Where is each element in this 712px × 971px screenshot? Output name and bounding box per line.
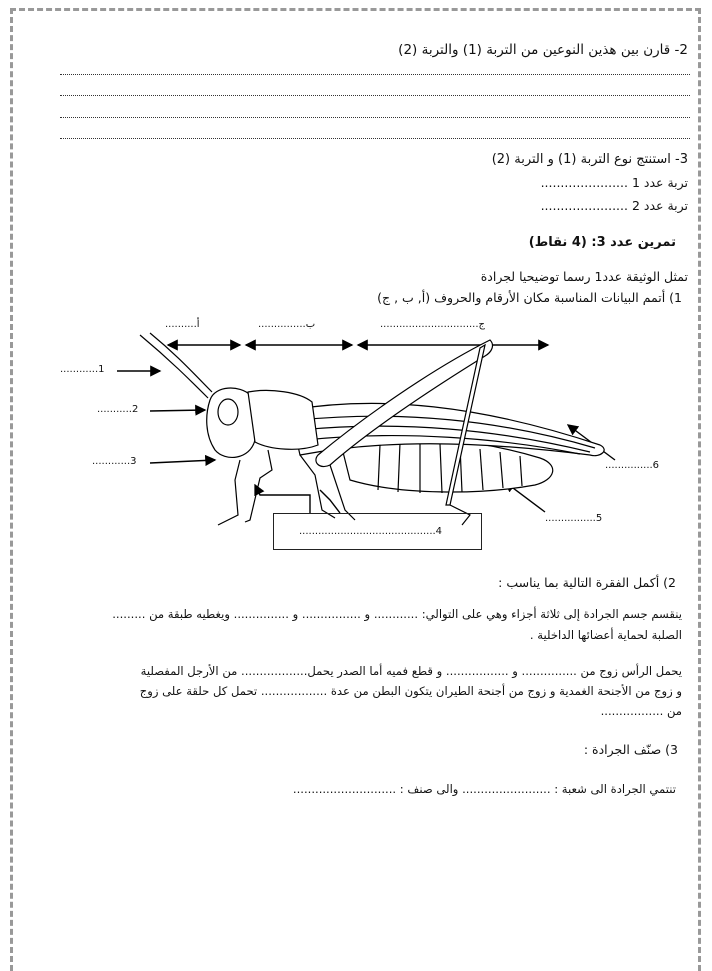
question-2-title: 2- قارن بين هذين النوعين من التربة (1) والتربة (2)	[398, 42, 688, 58]
label-3: ............3	[92, 456, 137, 467]
exercise-3-title: تمرين عدد 3: (4 نقاط)	[528, 235, 676, 250]
label-c: ...............................ج	[380, 319, 486, 330]
label-6: ...............6	[605, 460, 660, 471]
soil-2-answer: تربة عدد 2 ......................	[540, 198, 688, 213]
paragraph-2-line-3: من .................	[600, 704, 682, 718]
label-4: ...........................................4	[299, 526, 443, 537]
question-3-title: 3- استنتج نوع التربة (1) و التربة (2)	[491, 152, 688, 167]
label-5: ................5	[545, 513, 603, 524]
paragraph-1-line-2: الصلبة لحماية أعضائها الداخلية .	[529, 628, 682, 642]
paragraph-2-line-1: يحمل الرأس زوج من ............... و ................. و قطع فميه أما الصدر يحمل.................. من الأرجل المفصلية	[140, 664, 682, 678]
exercise-intro: تمثل الوثيقة عدد1 رسما توضيحيا لجرادة	[480, 269, 688, 284]
paragraph-1-line-1: ينقسم جسم الجرادة إلى ثلاثة أجزاء وهي على التوالي: ............ و ................ و ............... ويغطيه طبقة من .........	[112, 607, 682, 621]
classification-line: تنتمي الجرادة الى شعبة : ........................ والى صنف : ............................	[292, 782, 676, 796]
label-b: ...............ب	[258, 319, 316, 330]
paragraph-2-line-2: و زوج من الأجنحة الغمدية و زوج من أجنحة الطيران يتكون البطن من عدة .................. تحمل كل حلقة على زوج	[139, 684, 682, 698]
label-2: ...........2	[97, 404, 139, 415]
part-1-instruction: 1) أتمم البيانات المناسبة مكان الأرقام والحروف (أ, ب , ج)	[377, 290, 682, 305]
label-4-box	[273, 513, 482, 550]
soil-1-answer: تربة عدد 1 ......................	[540, 175, 688, 190]
part-3-title: 3) صنّف الجرادة :	[583, 742, 678, 757]
label-1: ............1	[60, 364, 105, 375]
part-2-title: 2) أكمل الفقرة التالية بما يناسب :	[498, 575, 676, 590]
label-a: ..........أ	[165, 319, 200, 330]
